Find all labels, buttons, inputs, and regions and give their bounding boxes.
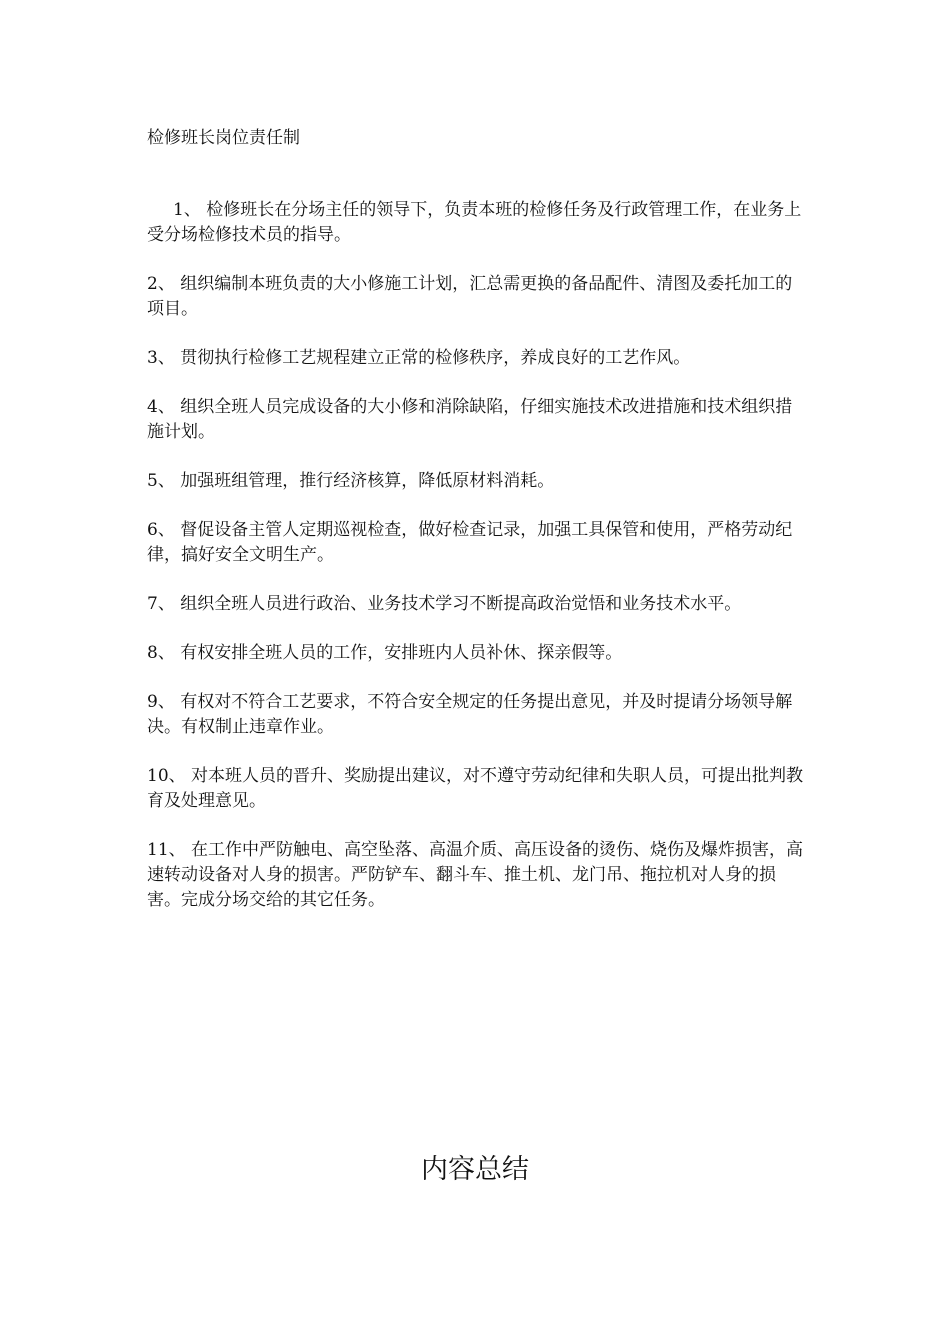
summary-heading: 内容总结 <box>421 1154 529 1185</box>
list-item: 11、 在工作中严防触电、高空坠落、高温介质、高压设备的烫伤、烧伤及爆炸损害，高速转动设备对人身的损害。严防铲车、翻斗车、推土机、龙门吊、拖拉机对人身的损害。完成分场交给的其它任务。 <box>147 840 804 910</box>
list-item: 1、 检修班长在分场主任的领导下，负责本班的检修任务及行政管理工作，在业务上受分场检修技术员的指导。 <box>147 200 802 245</box>
list-item: 3、 贯彻执行检修工艺规程建立正常的检修秩序，养成良好的工艺作风。 <box>147 348 691 368</box>
list-item: 7、 组织全班人员进行政治、业务技术学习不断提高政治觉悟和业务技术水平。 <box>147 594 742 614</box>
list-item: 2、 组织编制本班负责的大小修施工计划，汇总需更换的备品配件、清图及委托加工的项目。 <box>147 274 793 319</box>
document-title: 检修班长岗位责任制 <box>147 128 300 148</box>
list-item: 4、 组织全班人员完成设备的大小修和消除缺陷，仔细实施技术改进措施和技术组织措施计划。 <box>147 397 793 442</box>
list-item: 8、 有权安排全班人员的工作，安排班内人员补休、探亲假等。 <box>147 643 623 663</box>
responsibility-list <box>147 198 807 937</box>
list-item: 10、 对本班人员的晋升、奖励提出建议，对不遵守劳动纪律和失职人员，可提出批判教育及处理意见。 <box>147 766 804 811</box>
list-item: 9、 有权对不符合工艺要求，不符合安全规定的任务提出意见，并及时提请分场领导解决。有权制止违章作业。 <box>147 692 793 737</box>
list-item: 5、 加强班组管理，推行经济核算，降低原材料消耗。 <box>147 471 555 491</box>
list-item: 6、 督促设备主管人定期巡视检查，做好检查记录，加强工具保管和使用，严格劳动纪律，搞好安全文明生产。 <box>147 520 793 565</box>
